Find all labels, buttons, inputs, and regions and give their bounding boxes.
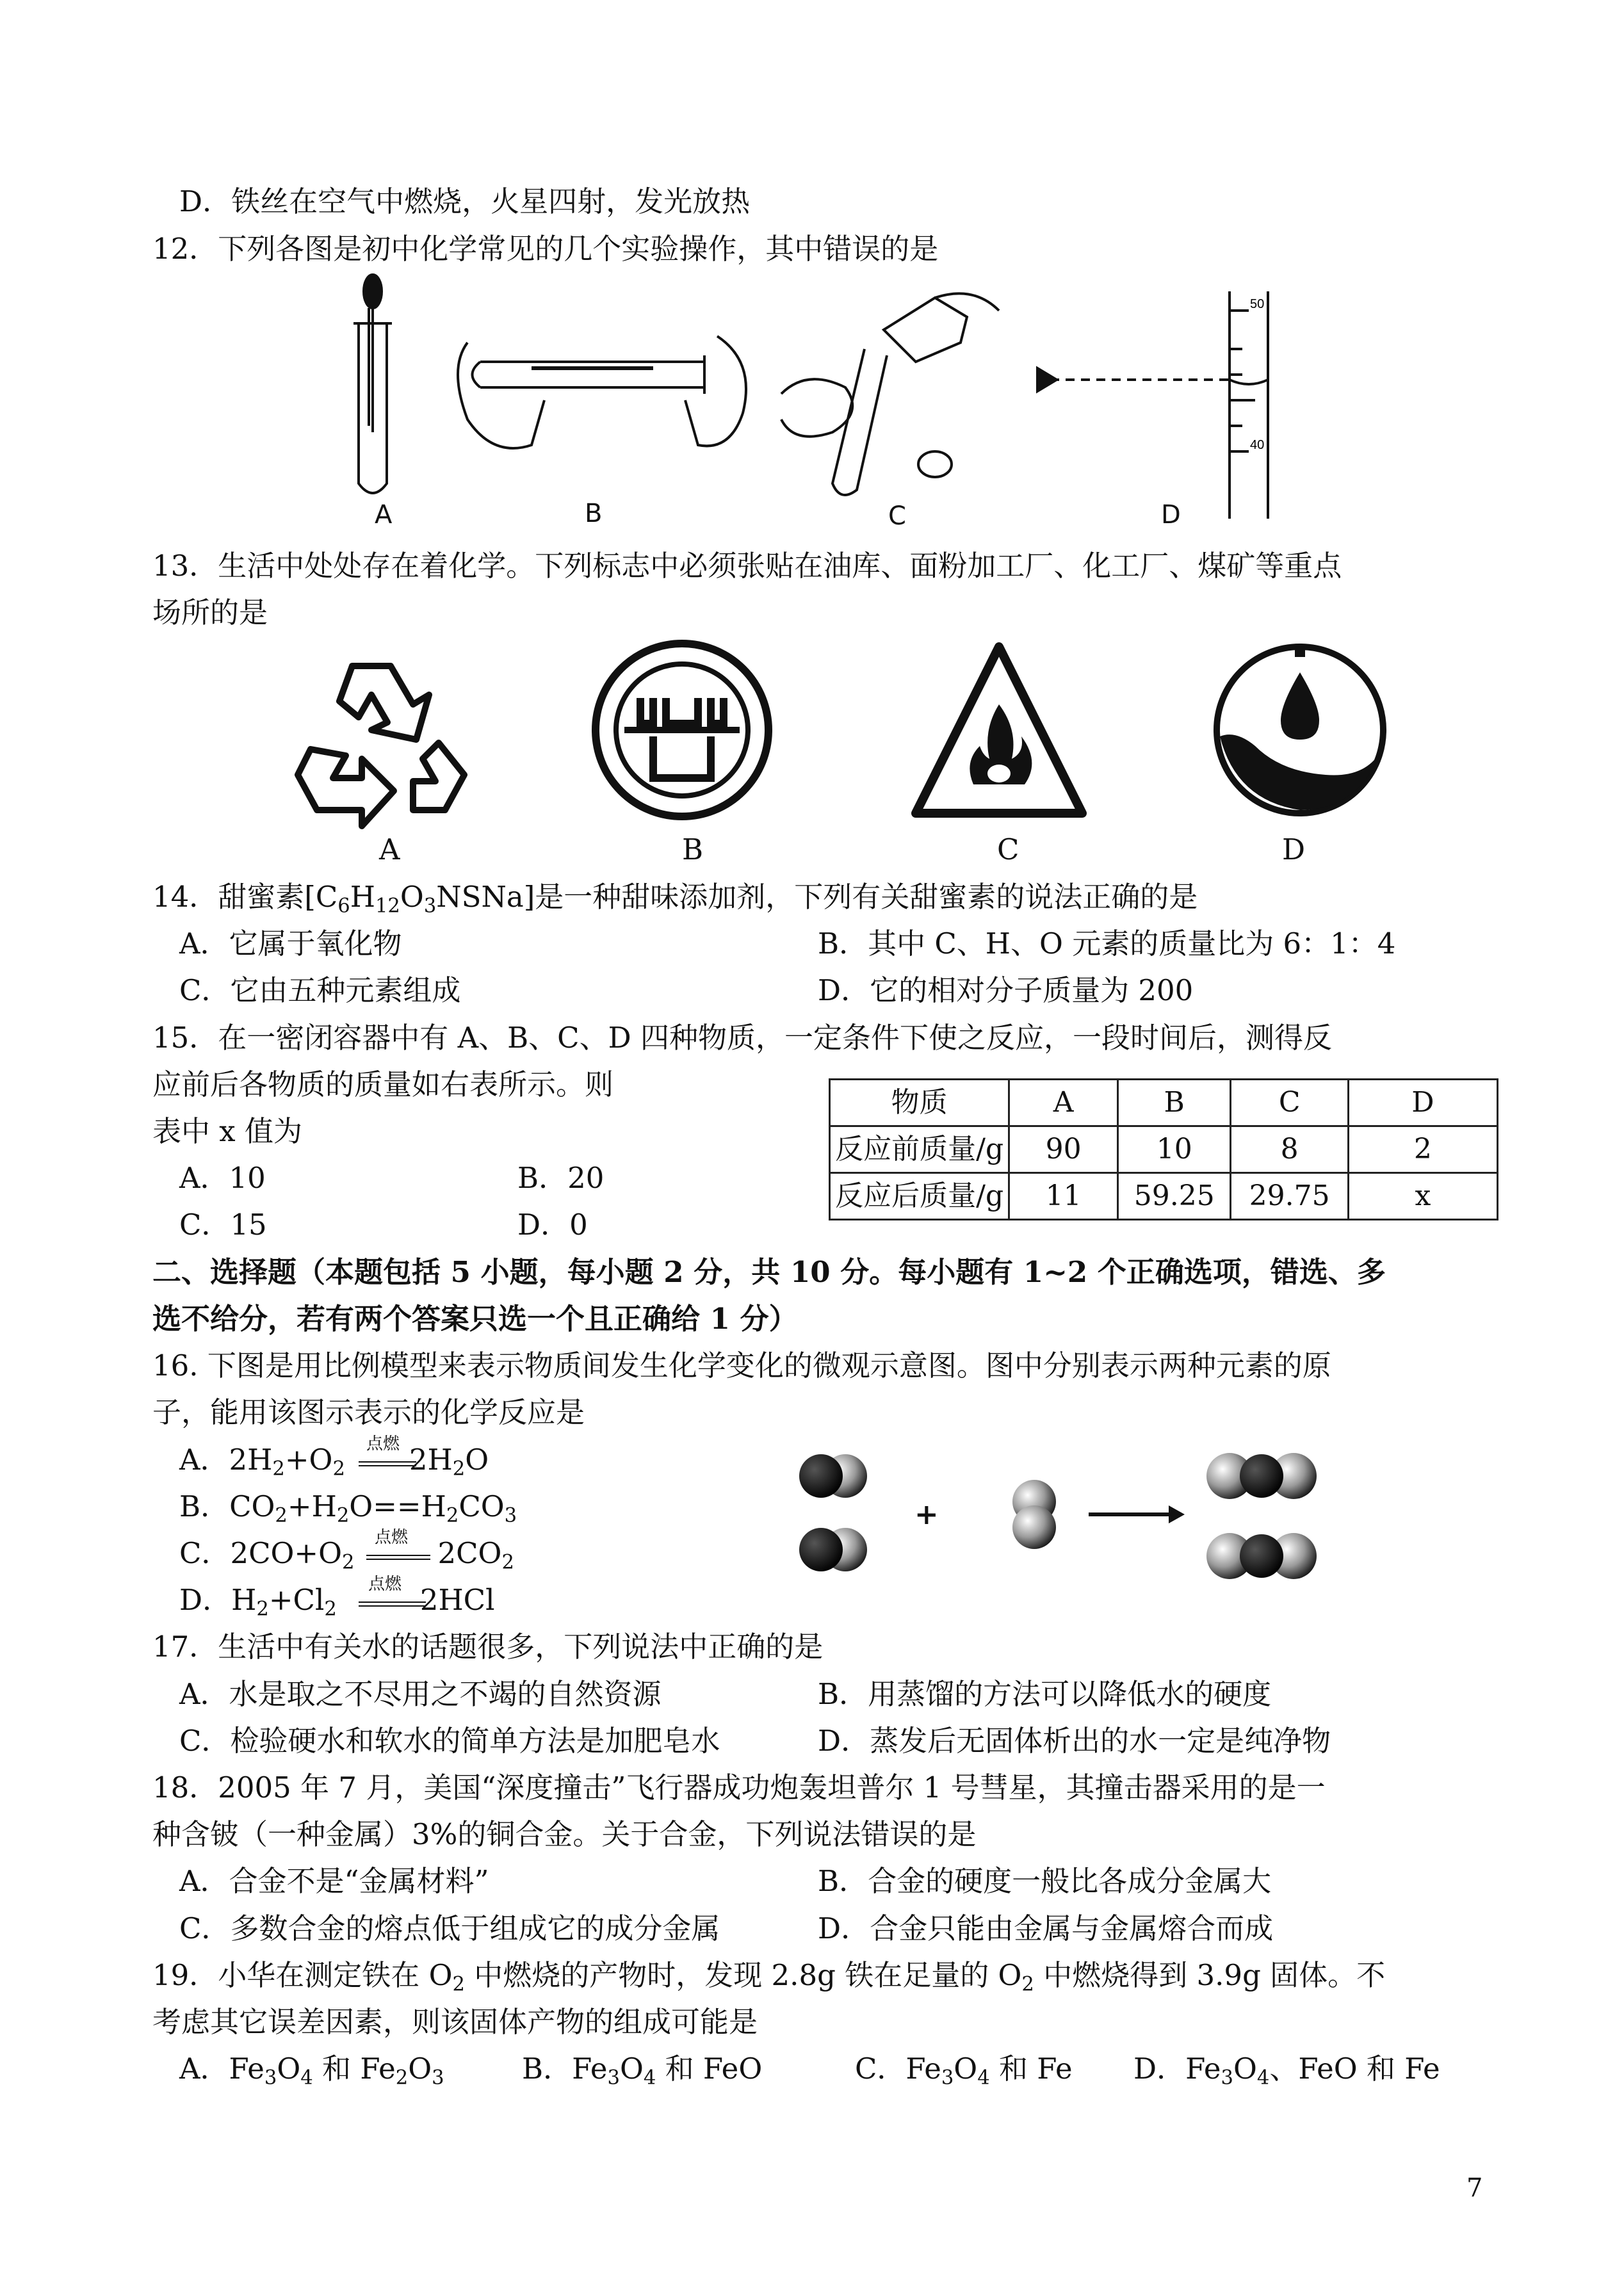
table-cell: C [1231, 1080, 1348, 1126]
test-tube-dropper-icon [353, 275, 392, 493]
table-cell: x [1348, 1173, 1497, 1220]
product-molecule-1 [1206, 1453, 1317, 1499]
q18-option-b: B．合金的硬度一般比各成分金属大 [818, 1864, 1272, 1898]
q19-option-a: A．$Fe_3O_4$ 和 $Fe_2O_3$ [179, 2052, 444, 2089]
q17-option-d: D．蒸发后无固体析出的水一定是纯净物 [818, 1724, 1331, 1758]
flammable-warning-icon [916, 647, 1082, 813]
q19-option-d: D．$Fe_3O_4$、FeO 和 Fe [1133, 2052, 1440, 2089]
q16-option-a: A．$2H_2+O_2$ $2H_2O$ [179, 1443, 489, 1480]
table-cell: 90 [1009, 1126, 1118, 1173]
q11-option-d: D．铁丝在空气中燃烧，火星四射，发光放热 [179, 184, 751, 218]
q16-a-equals [359, 1461, 416, 1466]
table-cell: 2 [1348, 1126, 1497, 1173]
q14-option-d: D．它的相对分子质量为 200 [818, 973, 1194, 1007]
table-header-row [830, 1080, 1498, 1126]
q16-c-equals [366, 1555, 430, 1560]
q12-label-a: A [375, 500, 393, 530]
q14-option-a: A．它属于氧化物 [179, 927, 402, 961]
table-cell: B [1117, 1080, 1231, 1126]
q12-label-b: B [585, 499, 603, 528]
q13-sign-figures [282, 634, 1396, 839]
q13-label-c: C [997, 832, 1019, 866]
q17-option-a: A．水是取之不尽用之不竭的自然资源 [179, 1677, 662, 1711]
q18-option-d: D．合金只能由金属与金属熔合而成 [818, 1911, 1274, 1945]
q16-option-c: C．$2CO+O_2$ $2CO_2$ [179, 1536, 514, 1574]
q12-label-c: C [888, 501, 906, 531]
q19-stem-line2: 考虑其它误差因素，则该固体产物的组成可能是 [152, 2005, 758, 2039]
q18-stem-line1: 18．2005 年 7 月，美国“深度撞击”飞行器成功炮轰坦普尔 1 号彗星，其撞击器采用的是一 [152, 1771, 1326, 1804]
q12-lab-figures [320, 272, 1294, 528]
q16-d-condition: 点燃 [368, 1575, 402, 1594]
table-row [830, 1126, 1498, 1173]
q16-molecule-diagram [781, 1444, 1370, 1604]
table-cell: 10 [1117, 1126, 1231, 1173]
q16-stem-line1: 16. 下图是用比例模型来表示物质间发生化学变化的微观示意图。图中分别表示两种元素的原 [152, 1349, 1331, 1383]
cylinder-mark-40: 40 [1250, 438, 1265, 452]
cylinder-mark-50: 50 [1250, 297, 1265, 311]
recycle-icon [298, 666, 464, 826]
q16-option-d: D．$H_2+Cl_2$ 2HCl [179, 1583, 495, 1621]
table-cell: 59.25 [1117, 1173, 1231, 1220]
q15-stem-line1: 15．在一密闭容器中有 A、B、C、D 四种物质，一定条件下使之反应，一段时间后，测得反 [152, 1021, 1332, 1055]
q19-option-b: B．$Fe_3O_4$ 和 FeO [522, 2052, 763, 2089]
reactant-molecule-3 [1012, 1480, 1056, 1549]
q14-option-b: B．其中 C、H、O 元素的质量比为 6：1：4 [818, 927, 1396, 961]
q16-stem-line2: 子，能用该图示表示的化学反应是 [152, 1395, 585, 1429]
q12-label-d: D [1161, 500, 1181, 530]
q14-stem: 14．甜蜜素$[C_6H_{12}O_3NSNa]$是一种甜味添加剂，下列有关甜蜜素的说法正确的是 [152, 880, 1198, 918]
q17-option-b: B．用蒸馏的方法可以降低水的硬度 [818, 1677, 1272, 1711]
table-cell: 11 [1009, 1173, 1118, 1220]
water-saving-icon [1217, 647, 1383, 813]
q15-option-a: A．10 [179, 1161, 266, 1195]
table-cell: 29.75 [1231, 1173, 1348, 1220]
table-cell: D [1348, 1080, 1497, 1126]
q17-option-c: C．检验硬水和软水的简单方法是加肥皂水 [179, 1724, 720, 1758]
section2-heading-line2: 选不给分，若有两个答案只选一个且正确给 1 分） [152, 1302, 798, 1336]
q19-stem-line1: 19．小华在测定铁在 $O_2$ 中燃烧的产物时，发现 2.8g 铁在足量的 $O_2$ 中燃烧得到 3.9g 固体。不 [152, 1958, 1386, 1996]
q13-stem-line1: 13．生活中处处存在着化学。下列标志中必须张贴在油库、面粉加工厂、化工厂、煤矿等重点 [152, 549, 1342, 583]
q17-stem: 17．生活中有关水的话题很多，下列说法中正确的是 [152, 1630, 824, 1664]
q16-option-b: B．$CO_2+H_2O==H_2CO_3$ [179, 1489, 517, 1527]
horizontal-test-tube-icon [458, 336, 746, 448]
q18-stem-line2: 种含铍（一种金属）3%的铜合金。关于合金，下列说法错误的是 [152, 1817, 977, 1851]
table-cell: A [1009, 1080, 1118, 1126]
table-row [830, 1173, 1498, 1220]
q16-plus-sign: + [914, 1497, 939, 1531]
q15-mass-table [829, 1078, 1498, 1220]
q13-stem-line2: 场所的是 [152, 596, 268, 629]
q16-c-condition: 点燃 [375, 1528, 409, 1547]
q12-stem: 12．下列各图是初中化学常见的几个实验操作，其中错误的是 [152, 232, 939, 266]
graduated-cylinder-icon [1037, 291, 1268, 519]
q16-a-condition: 点燃 [366, 1434, 400, 1454]
product-molecule-2 [1206, 1533, 1317, 1579]
section2-heading-line1: 二、选择题（本题包括 5 小题，每小题 2 分，共 10 分。每小题有 1~2 个正确选项，错选、多 [152, 1255, 1386, 1289]
q15-option-c: C．15 [179, 1208, 267, 1242]
q15-option-d: D．0 [517, 1208, 588, 1242]
q13-label-a: A [379, 832, 400, 866]
reactant-molecule-2 [799, 1528, 867, 1571]
q15-stem-line3: 表中 x 值为 [152, 1114, 302, 1148]
q14-option-c: C．它由五种元素组成 [179, 973, 461, 1007]
reactant-molecule-1 [799, 1454, 867, 1498]
q18-option-a: A．合金不是“金属材料” [179, 1864, 489, 1898]
q13-label-d: D [1282, 832, 1306, 866]
q15-stem-line2: 应前后各物质的质量如右表所示。则 [152, 1067, 614, 1101]
quality-seal-icon [596, 644, 768, 816]
q18-option-c: C．多数合金的熔点低于组成它的成分金属 [179, 1911, 720, 1945]
q13-label-b: B [682, 832, 704, 866]
table-cell: 反应前质量/g [830, 1126, 1009, 1173]
table-cell: 物质 [830, 1080, 1009, 1126]
table-cell: 8 [1231, 1126, 1348, 1173]
page-number: 7 [1466, 2173, 1483, 2203]
table-cell: 反应后质量/g [830, 1173, 1009, 1220]
q15-option-b: B．20 [517, 1161, 605, 1195]
q16-d-equals [359, 1602, 426, 1607]
q19-option-c: C．$Fe_3O_4$ 和 Fe [855, 2052, 1073, 2089]
pouring-reagent-icon [781, 293, 999, 495]
